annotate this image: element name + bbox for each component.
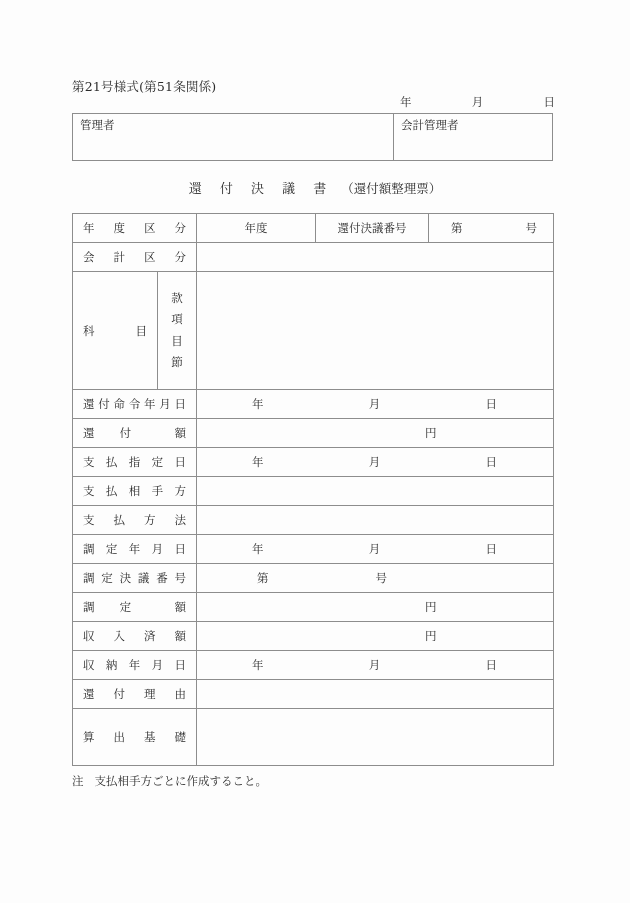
table-row-refund-order-date [73, 390, 554, 419]
page-title [0, 178, 630, 197]
table-row-assessment-date [73, 535, 554, 564]
table-row-payment-designated-date [73, 448, 554, 477]
label-account-class: 会 計 区 分 [73, 243, 197, 272]
token-year: 年 [252, 397, 264, 411]
table-row-payee [73, 477, 554, 506]
label-refund-amount: 還 付 額 [73, 419, 197, 448]
label-payee: 支 払 相 手 方 [73, 477, 197, 506]
token-day: 日 [485, 397, 497, 411]
signature-box [72, 113, 553, 161]
token-year: 年 [252, 455, 264, 469]
cell-refund-reason[interactable] [197, 680, 554, 709]
cell-fiscal-year[interactable]: 年度 [197, 214, 316, 243]
token-day: 日 [485, 658, 497, 672]
subject-item-moku: 目 [171, 333, 183, 348]
page-title-main: 還 付 決 議 書 [188, 182, 334, 197]
cell-refund-order-date[interactable] [197, 390, 554, 419]
cell-assessment-amount[interactable] [197, 593, 554, 622]
label-subject: 科 目 [73, 272, 158, 390]
token-day: 日 [485, 542, 497, 556]
cell-subject-values[interactable] [197, 272, 554, 390]
header-date-day: 日 [543, 95, 555, 109]
token-month: 月 [368, 658, 381, 672]
table-row-assessment-resolution-number [73, 564, 554, 593]
cell-received-amount[interactable] [197, 622, 554, 651]
cell-calculation-basis[interactable] [197, 709, 554, 766]
label-refund-resolution-number: 還付決議番号 [316, 214, 429, 243]
token-month: 月 [368, 542, 381, 556]
cell-assessment-resolution-number[interactable] [197, 564, 554, 593]
number-suffix: 号 [525, 221, 537, 235]
label-payment-designated-date: 支 払 指 定 日 [73, 448, 197, 477]
subject-item-setsu: 節 [171, 355, 183, 369]
token-month: 月 [368, 455, 381, 469]
token-yen: 円 [425, 426, 437, 440]
table-row-received-amount [73, 622, 554, 651]
form-number: 第21号様式(第51条関係) [72, 79, 217, 94]
cell-receipt-date[interactable] [197, 651, 554, 680]
label-refund-reason: 還 付 理 由 [73, 680, 197, 709]
cell-payment-designated-date[interactable] [197, 448, 554, 477]
page-title-sub: （還付額整理票） [341, 181, 442, 196]
footer-note-mark: 注 [72, 774, 84, 788]
header-date-month: 月 [471, 95, 484, 109]
cell-payment-method[interactable] [197, 506, 554, 535]
token-number-suffix: 号 [375, 571, 387, 585]
table-row-refund-amount [73, 419, 554, 448]
table-row-fiscal-class [73, 214, 554, 243]
token-day: 日 [485, 455, 497, 469]
signature-cell-accounting-manager[interactable]: 会計管理者 [401, 118, 459, 132]
footer-note-text: 支払相手方ごとに作成すること。 [94, 774, 267, 788]
table-row-payment-method [73, 506, 554, 535]
label-received-amount: 収 入 済 額 [73, 622, 197, 651]
label-assessment-date: 調 定 年 月 日 [73, 535, 197, 564]
cell-account-class[interactable] [197, 243, 554, 272]
token-year: 年 [252, 658, 264, 672]
label-receipt-date: 収 納 年 月 日 [73, 651, 197, 680]
table-row-subject [73, 272, 554, 390]
label-payment-method: 支 払 方 法 [73, 506, 197, 535]
header-date-year: 年 [400, 95, 412, 109]
cell-refund-resolution-number[interactable] [429, 214, 554, 243]
refund-resolution-table [72, 213, 554, 766]
label-calculation-basis: 算 出 基 礎 [73, 709, 197, 766]
subject-subcolumn [158, 272, 197, 390]
subject-item-kan: 款 [171, 290, 183, 305]
cell-assessment-date[interactable] [197, 535, 554, 564]
label-fiscal-class: 年 度 区 分 [73, 214, 197, 243]
table-row-assessment-amount [73, 593, 554, 622]
token-month: 月 [368, 397, 381, 411]
table-row-receipt-date [73, 651, 554, 680]
number-prefix: 第 [451, 221, 463, 235]
cell-payee[interactable] [197, 477, 554, 506]
subject-item-ko: 項 [171, 312, 183, 326]
table-row-refund-reason [73, 680, 554, 709]
token-year: 年 [252, 542, 264, 556]
label-assessment-amount: 調 定 額 [73, 593, 197, 622]
signature-cell-manager[interactable]: 管理者 [73, 114, 394, 160]
cell-refund-amount[interactable] [197, 419, 554, 448]
label-refund-order-date: 還 付 命 令 年 月 日 [73, 390, 197, 419]
token-yen: 円 [425, 600, 437, 614]
token-number-prefix: 第 [257, 571, 269, 585]
label-assessment-resolution-number: 調 定 決 議 番 号 [73, 564, 197, 593]
table-row-account-class [73, 243, 554, 272]
header-date-line [400, 94, 555, 110]
footer-note [72, 773, 267, 789]
table-row-calculation-basis [73, 709, 554, 766]
token-yen: 円 [425, 629, 437, 643]
